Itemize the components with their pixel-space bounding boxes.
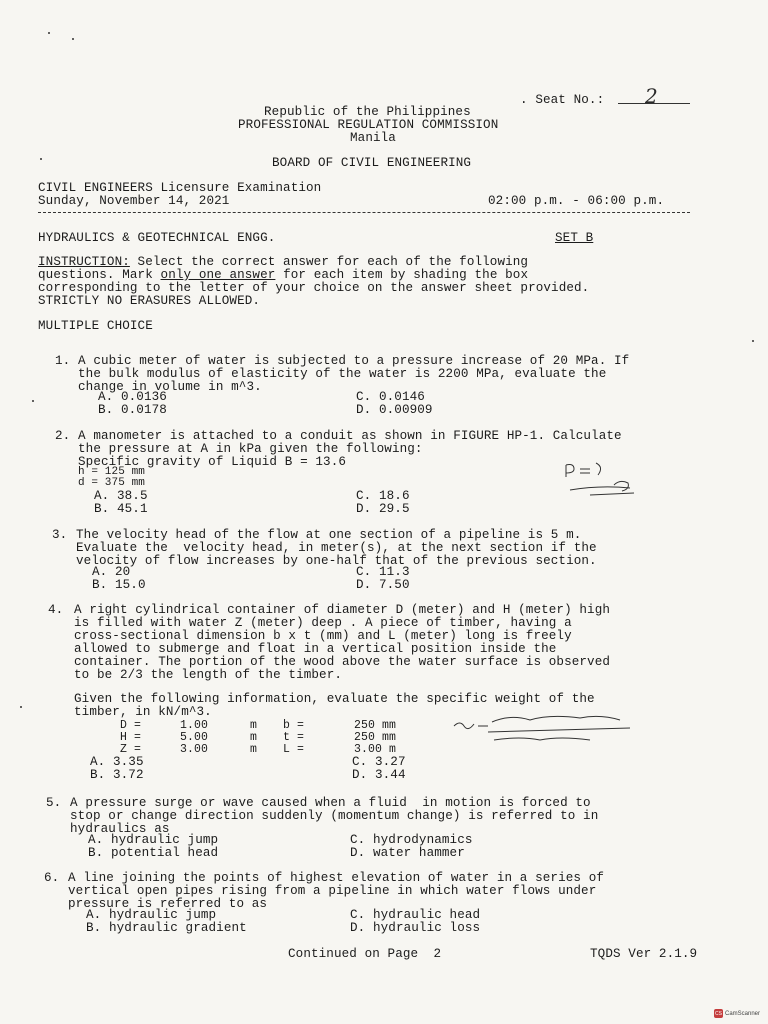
instruction-line-4: STRICTLY NO ERASURES ALLOWED.	[38, 294, 261, 308]
choice-b: B. 0.0178	[98, 403, 167, 417]
given-unit: m	[250, 719, 258, 732]
choice-b: B. 3.72	[90, 768, 144, 782]
choice-a: A. hydraulic jump	[88, 833, 219, 847]
choice-d: D. 0.00909	[356, 403, 433, 417]
given-value: 5.00	[180, 731, 209, 744]
given-value: 3.00 m	[354, 743, 397, 756]
question-text: A cubic meter of water is subjected to a pressure increase of 20 MPa. If	[78, 354, 630, 368]
question-text: hydraulics as	[70, 822, 170, 836]
seat-label: . Seat No.:	[520, 93, 605, 107]
choice-d: D. 7.50	[356, 578, 410, 592]
given-var: H =	[120, 731, 142, 744]
exam-title: CIVIL ENGINEERS Licensure Examination	[38, 181, 322, 195]
given-unit: m	[250, 731, 258, 744]
camscanner-label: CamScanner	[724, 1010, 760, 1017]
instruction-label: INSTRUCTION:	[38, 255, 130, 269]
given-unit: m	[250, 743, 258, 756]
version-label: TQDS Ver 2.1.9	[590, 947, 698, 961]
question-number: 6.	[44, 871, 60, 885]
exam-date: Sunday, November 14, 2021	[38, 194, 230, 208]
question-text: cross-sectional dimension b x t (mm) and L (meter) long is freely	[74, 629, 572, 643]
question-number: 4.	[48, 603, 64, 617]
choice-c: C. 0.0146	[356, 390, 425, 404]
given-value: 250 mm	[354, 719, 397, 732]
choice-b: B. 15.0	[92, 578, 146, 592]
given-text: Given the following information, evaluate the specific weight of the	[74, 692, 595, 706]
given-value: 1.00	[180, 719, 209, 732]
camscanner-icon: CS	[715, 1010, 722, 1017]
question-text: change in volume in m^3.	[78, 380, 262, 394]
question-text: container. The portion of the wood above the water surface is observed	[74, 655, 611, 669]
instruction-text-1: Select the correct answer for each of the following	[129, 255, 529, 269]
question-text: A manometer is attached to a conduit as shown in FIGURE HP-1. Calculate	[78, 429, 622, 443]
question-text: allowed to submerge and float in a vertical position inside the	[74, 642, 557, 656]
question-text: The velocity head of the flow at one section of a pipeline is 5 m.	[76, 528, 582, 542]
seat-underline	[618, 103, 690, 104]
scan-speck	[40, 158, 42, 160]
instruction-emphasis: only one answer	[160, 268, 276, 282]
choice-a: A. 38.5	[94, 489, 148, 503]
choice-c: C. hydrodynamics	[350, 833, 473, 847]
question-text: the pressure at A in kPa given the following:	[78, 442, 423, 456]
choice-c: C. 18.6	[356, 489, 410, 503]
given-value: 250 mm	[354, 731, 397, 744]
scan-speck	[20, 706, 22, 708]
question-text: to be 2/3 the length of the timber.	[74, 668, 343, 682]
camscanner-watermark	[714, 1009, 760, 1018]
subject-title: HYDRAULICS & GEOTECHNICAL ENGG.	[38, 231, 276, 245]
set-label: SET B	[555, 231, 594, 245]
section-heading: MULTIPLE CHOICE	[38, 319, 153, 333]
choice-d: D. hydraulic loss	[350, 921, 481, 935]
question-text: is filled with water Z (meter) deep . A piece of timber, having a	[74, 616, 572, 630]
handwritten-scribble	[450, 708, 650, 748]
seat-value: 2	[645, 84, 658, 108]
choice-c: C. 3.27	[352, 755, 406, 769]
given-var: b =	[283, 719, 305, 732]
choice-c: C. hydraulic head	[350, 908, 481, 922]
question-text: d = 375 mm	[78, 477, 146, 489]
choice-a: A. 0.0136	[98, 390, 167, 404]
question-number: 5.	[46, 796, 62, 810]
board-line: BOARD OF CIVIL ENGINEERING	[272, 156, 472, 170]
choice-d: D. 3.44	[352, 768, 406, 782]
question-text: A line joining the points of highest elevation of water in a series of	[68, 871, 605, 885]
question-number: 3.	[52, 528, 68, 542]
scan-speck	[48, 32, 50, 34]
choice-d: D. 29.5	[356, 502, 410, 516]
choice-c: C. 11.3	[356, 565, 410, 579]
choice-d: D. water hammer	[350, 846, 465, 860]
given-value: 3.00	[180, 743, 209, 756]
given-var: L =	[283, 743, 305, 756]
question-text: h = 125 mm	[78, 466, 146, 478]
header-divider	[38, 212, 690, 213]
question-number: 1.	[55, 354, 71, 368]
choice-a: A. hydraulic jump	[86, 908, 217, 922]
scan-speck	[32, 400, 34, 402]
choice-a: A. 20	[92, 565, 131, 579]
instruction-text-2a: questions. Mark	[38, 268, 161, 282]
given-var: t =	[283, 731, 305, 744]
question-text: velocity of flow increases by one-half that of the previous section.	[76, 554, 597, 568]
question-text: stop or change direction suddenly (momentum change) is referred to in	[70, 809, 599, 823]
republic-line: Republic of the Philippines	[264, 105, 471, 119]
choice-b: B. 45.1	[94, 502, 148, 516]
scan-speck	[752, 340, 754, 342]
question-text: the bulk modulus of elasticity of the water is 2200 MPa, evaluate the	[78, 367, 607, 381]
given-var: Z =	[120, 743, 142, 756]
choice-a: A. 3.35	[90, 755, 144, 769]
question-text: A pressure surge or wave caused when a fluid in motion is forced to	[70, 796, 591, 810]
continued-note: Continued on Page 2	[288, 947, 442, 961]
instruction-line-3: corresponding to the letter of your choice on the answer sheet provided.	[38, 281, 590, 295]
instruction-text-2c: for each item by shading the box	[275, 268, 529, 282]
exam-time: 02:00 p.m. - 06:00 p.m.	[488, 194, 665, 208]
question-text: pressure is referred to as	[68, 897, 268, 911]
choice-b: B. hydraulic gradient	[86, 921, 247, 935]
scan-speck	[72, 38, 74, 40]
question-text: Specific gravity of Liquid B = 13.6	[78, 455, 347, 469]
question-text: Evaluate the velocity head, in meter(s), at the next section if the	[76, 541, 597, 555]
given-var: D =	[120, 719, 142, 732]
question-text: vertical open pipes rising from a pipeline in which water flows under	[68, 884, 597, 898]
handwritten-scribble	[560, 445, 690, 505]
given-text: timber, in kN/m^3.	[74, 705, 212, 719]
choice-b: B. potential head	[88, 846, 219, 860]
question-text: A right cylindrical container of diameter D (meter) and H (meter) high	[74, 603, 611, 617]
commission-line: PROFESSIONAL REGULATION COMMISSION	[238, 118, 499, 132]
question-number: 2.	[55, 429, 71, 443]
city-line: Manila	[350, 131, 396, 145]
